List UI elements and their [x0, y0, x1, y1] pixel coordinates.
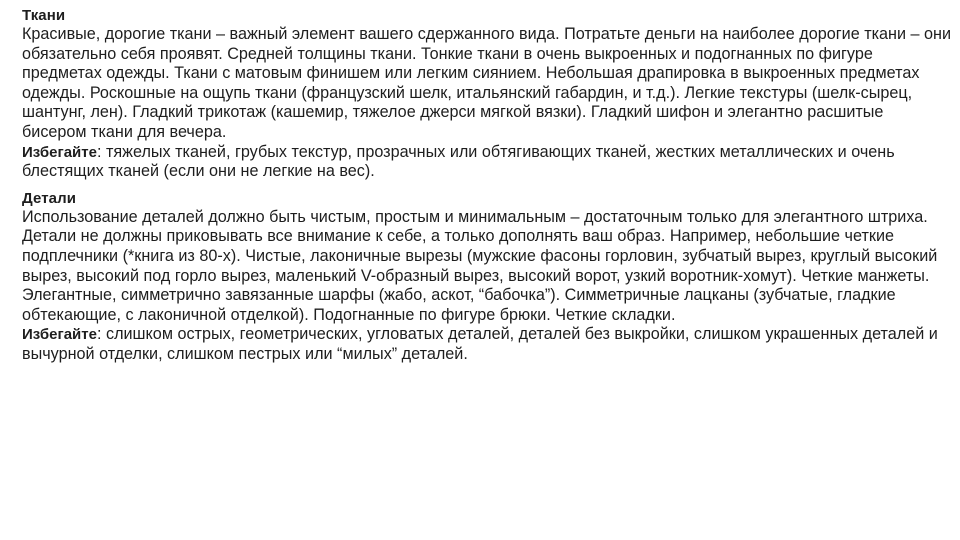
details-avoid-text: : слишком острых, геометрических, угловатых деталей, деталей без выкройки, слишком украшенных деталей и вычурной отделки, слишком пестрых или “милых” деталей.	[22, 325, 938, 363]
details-section	[22, 189, 952, 365]
fabrics-section	[22, 6, 952, 182]
slide-content	[22, 6, 952, 365]
fabrics-avoid-paragraph	[22, 143, 952, 182]
fabrics-heading: Ткани	[22, 7, 66, 24]
fabrics-avoid-label: Избегайте	[22, 143, 97, 161]
details-heading: Детали	[22, 189, 77, 207]
fabrics-avoid-text: : тяжелых тканей, грубых текстур, прозрачных или обтягивающих тканей, жестких металлических и очень блестящих тканей (если они не легкие на вес).	[22, 142, 895, 181]
fabrics-body: Красивые, дорогие ткани – важный элемент вашего сдержанного вида. Потратьте деньги на наиболее дорогие ткани – они обязательно себя проявят. Средней толщины ткани. Тонкие ткани в очень выкроенных и подогнанных по фигуре предметах одежды. Ткани с матовым финишем или легким сиянием. Небольшая драпировка в выкроенных предметах одежды. Роскошные на ощупь ткани (французский шелк, итальянский габардин, и т.д.). Легкие текстуры (шелк-сырец, шантунг, лен). Гладкий трикотаж (кашемир, тяжелое джерси мягкой вязки). Гладкий шифон и элегантно расшитые бисером ткани для вечера.	[22, 25, 952, 141]
details-body: Использование деталей должно быть чистым, простым и минимальным – достаточным только для элегантного штриха. Детали не должны приковывать все внимание к себе, а только дополнять ваш образ. Например, небольшие четкие подплечники (*книга из 80-х). Чистые, лаконичные вырезы (мужские фасоны горловин, зубчатый вырез, круглый высокий вырез, высокий под горло вырез, маленький V-образный вырез, высокий ворот, узкий воротник-хомут). Четкие манжеты. Элегантные, симметрично завязанные шарфы (жабо, аскот, “бабочка”). Симметричные лацканы (зубчатые, гладкие обтекающие, с лаконичной отделкой). Подогнанные по фигуре брюки. Четкие складки.	[22, 207, 938, 324]
details-avoid-label: Избегайте	[22, 326, 97, 344]
details-avoid-paragraph	[22, 325, 952, 364]
